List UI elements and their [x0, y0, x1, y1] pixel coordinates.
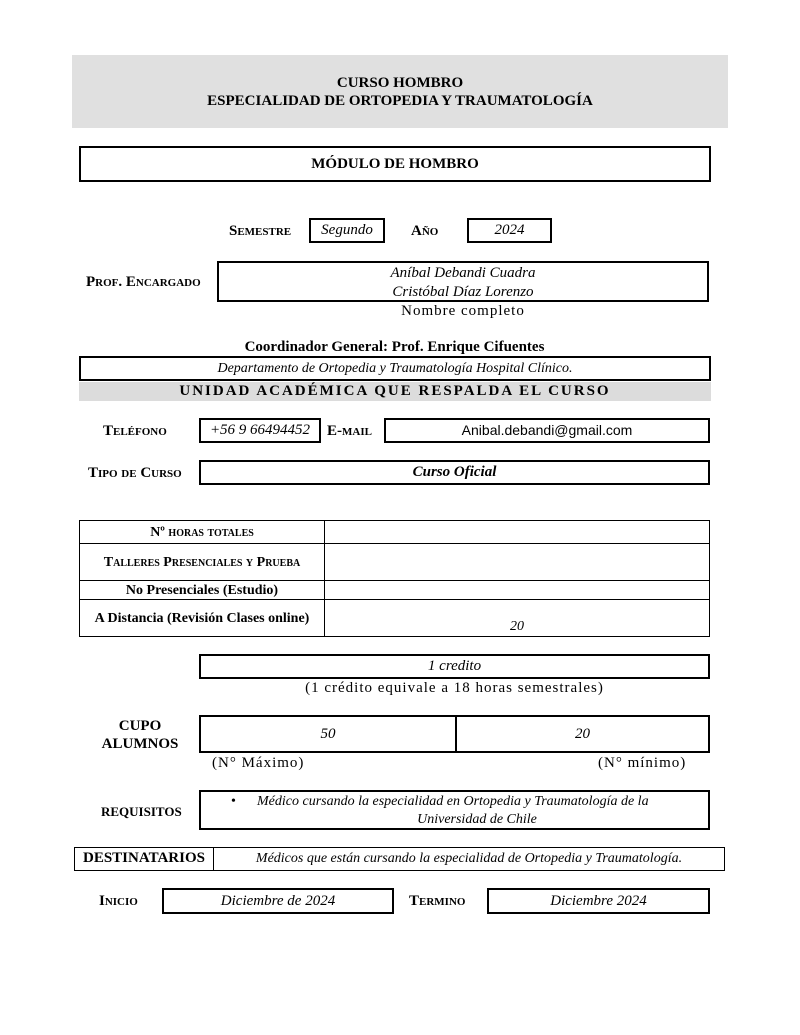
professor-label: Prof. Encargado — [86, 274, 201, 290]
start-value: Diciembre de 2024 — [220, 893, 336, 909]
course-type-label: Tipo de Curso — [88, 465, 182, 481]
department-field — [79, 356, 711, 381]
year-label: Año — [411, 223, 439, 239]
email-label: E-mail — [327, 423, 372, 439]
professor-name-2: Cristóbal Díaz Lorenzo — [392, 284, 534, 300]
quota-max-caption: (N° Máximo) — [212, 755, 305, 771]
hours-total-value — [325, 521, 710, 544]
end-field — [487, 888, 710, 914]
phone-value: +56 9 66494452 — [209, 422, 311, 438]
requirements-line1: Médico cursando la especialidad en Ortopedia y Traumatología de la — [257, 794, 649, 809]
hours-table — [79, 520, 710, 637]
course-type-field — [199, 460, 710, 485]
email-field — [384, 418, 710, 443]
module-title-box — [79, 146, 711, 182]
hours-nonpresential-value — [325, 581, 710, 600]
table-row — [80, 544, 710, 581]
semester-label: Semestre — [229, 223, 292, 239]
year-value: 2024 — [494, 222, 525, 238]
hours-distance-value: 20 — [325, 600, 710, 637]
credits-field — [199, 654, 710, 679]
hours-total-label: Nº horas totales — [80, 521, 325, 544]
quota-label — [90, 717, 190, 753]
quota-max-value: 50 — [201, 717, 457, 751]
requirements-line2: Universidad de Chile — [417, 812, 537, 827]
requirements-label: REQUISITOS — [101, 804, 182, 819]
header-band — [72, 55, 728, 128]
hours-workshops-value — [325, 544, 710, 581]
hours-distance-label: A Distancia (Revisión Clases online) — [80, 600, 325, 637]
course-title: CURSO HOMBRO — [336, 75, 464, 91]
requirements-bullet-icon: • — [231, 794, 236, 809]
coordinator: Coordinador General: Prof. Enrique Cifuentes — [244, 339, 545, 355]
department-value: Departamento de Ortopedia y Traumatología Hospital Clínico. — [217, 361, 573, 376]
table-row — [80, 600, 710, 637]
credits-caption: (1 crédito equivale a 18 horas semestrales) — [305, 680, 604, 696]
quota-label-line1: CUPO — [118, 718, 162, 734]
end-label: Termino — [409, 893, 466, 909]
professor-field — [217, 261, 709, 302]
phone-label: Teléfono — [103, 423, 167, 439]
quota-min-caption: (N° mínimo) — [598, 755, 687, 771]
quota-min-value: 20 — [575, 726, 590, 742]
credits-value: 1 credito — [427, 658, 482, 674]
year-field — [467, 218, 552, 243]
professor-caption: Nombre completo — [401, 303, 525, 319]
requirements-field — [199, 790, 710, 830]
end-value: Diciembre 2024 — [550, 893, 647, 909]
course-type-value: Curso Oficial — [412, 464, 497, 480]
email-value: Anibal.debandi@gmail.com — [461, 422, 633, 438]
semester-field — [309, 218, 385, 243]
table-row — [80, 581, 710, 600]
specialty-title: ESPECIALIDAD DE ORTOPEDIA Y TRAUMATOLOGÍA — [207, 93, 593, 109]
phone-field — [199, 418, 321, 443]
quota-label-line2: ALUMNOS — [101, 736, 179, 752]
academic-unit-caption: UNIDAD ACADÉMICA QUE RESPALDA EL CURSO — [79, 382, 711, 401]
professor-name-1: Aníbal Debandi Cuadra — [390, 265, 536, 281]
module-title: MÓDULO DE HOMBRO — [311, 156, 479, 172]
start-label: Inicio — [99, 893, 138, 909]
semester-value: Segundo — [321, 222, 373, 238]
table-row — [80, 521, 710, 544]
hours-nonpresential-label: No Presenciales (Estudio) — [80, 581, 325, 600]
recipients-label: DESTINATARIOS — [75, 848, 214, 870]
recipients-value: Médicos que están cursando la especialidad de Ortopedia y Traumatología. — [255, 851, 683, 866]
start-field — [162, 888, 394, 914]
quota-box — [199, 715, 710, 753]
hours-workshops-label: Talleres Presenciales y Prueba — [80, 544, 325, 581]
recipients-row — [74, 847, 725, 871]
